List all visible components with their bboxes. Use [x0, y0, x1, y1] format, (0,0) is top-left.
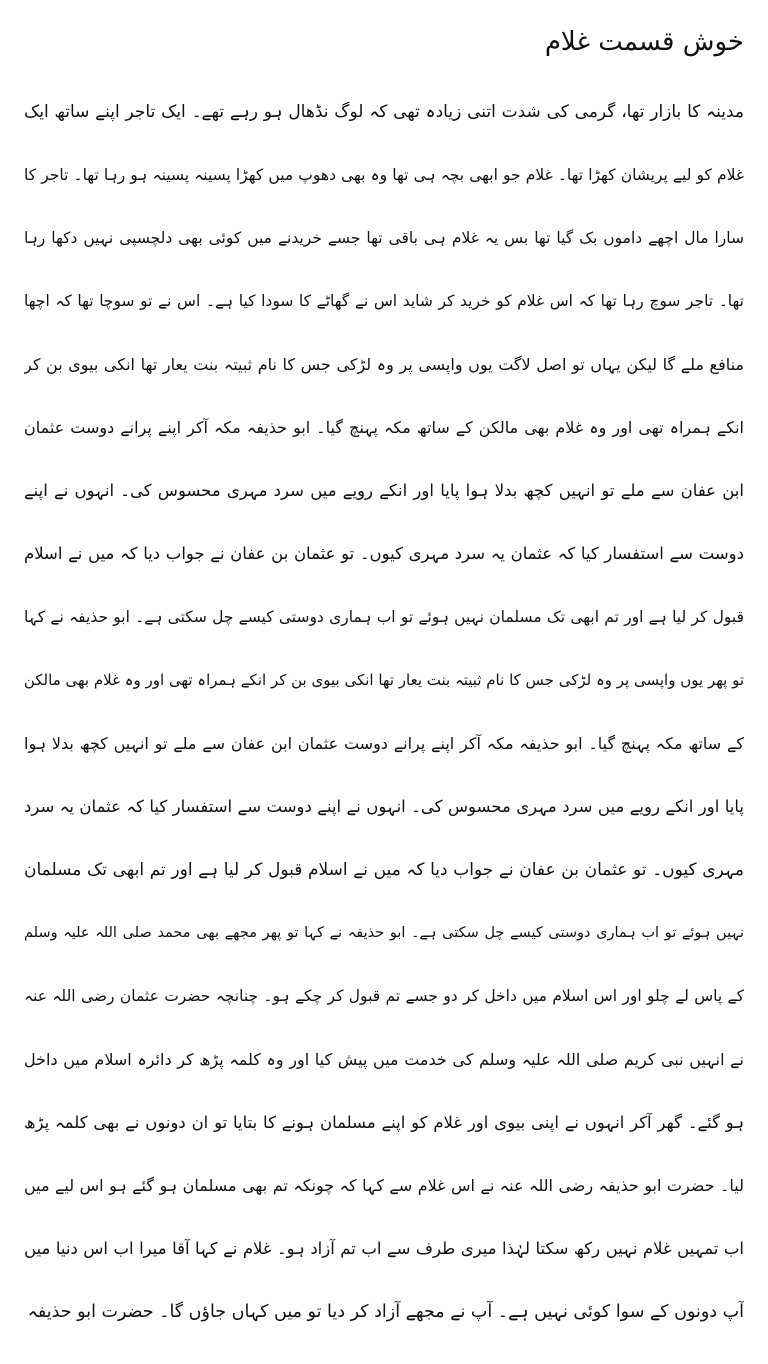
- text-line-content: انکے ہمراہ تھی اور وہ غلام بھی مالکن کے ساتھ مکہ پہنچ گیا۔ ابو حذیفہ مکہ آکر اپنے پرانے دوست عثمان: [24, 418, 744, 438]
- text-line-content: کے ساتھ مکہ پہنچ گیا۔ ابو حذیفہ مکہ آکر اپنے پرانے دوست عثمان ابن عفان سے ملے تو انہیں کچھ بدلا ہوا: [24, 733, 744, 753]
- text-line: [24, 1217, 744, 1280]
- text-line-content: لیا۔ حضرت ابو حذیفہ رضی اللہ عنہ نے اس غلام سے کہا کہ چونکہ تم بھی مسلمان ہو گئے ہو اس لیے میں: [24, 1176, 744, 1196]
- text-line-content: سارا مال اچھے داموں بک گیا تھا بس یہ غلام ہی باقی تھا جسے خریدنے میں کوئی بھی دلچسپی نہیں دکھا رہا: [24, 228, 744, 247]
- text-line-content: ابن عفان سے ملے تو انہیں کچھ بدلا ہوا پایا اور انکے رویے میں سرد مہری محسوس کی۔ انہوں نے اپنے: [24, 481, 744, 501]
- text-line-content: نہیں ہوئے تو اب ہماری دوستی کیسے چل سکتی ہے۔ ابو حذیفہ نے کہا تو پھر مجھے بھی محمد صلی اللہ علیہ وسلم: [24, 925, 744, 942]
- text-line-content: دوست سے استفسار کیا کہ عثمان یہ سرد مہری کیوں۔ تو عثمان بن عفان نے جواب دیا کہ میں نے اسلام: [24, 544, 744, 564]
- text-line: [24, 396, 744, 459]
- text-line: [24, 1281, 744, 1344]
- text-line: [24, 1091, 744, 1154]
- text-line: [24, 143, 744, 206]
- text-line: [24, 775, 744, 838]
- text-line-content: مدینہ کا بازار تھا، گرمی کی شدت اتنی زیادہ تھی کہ لوگ نڈھال ہو رہے تھے۔ ایک تاجر اپنے ساتھ ایک: [24, 102, 744, 123]
- text-line: [24, 965, 744, 1028]
- text-line-content: قبول کر لیا ہے اور تم ابھی تک مسلمان نہیں ہوئے تو اب ہماری دوستی کیسے چل سکتی ہے۔ ابو حذیفہ نے کہا: [24, 608, 744, 627]
- text-line: [24, 522, 744, 585]
- text-line: [24, 459, 744, 522]
- text-line-content: مہری کیوں۔ تو عثمان بن عفان نے جواب دیا کہ میں نے اسلام قبول کر لیا ہے اور تم ابھی تک مسلمان: [24, 860, 744, 881]
- article-body: [24, 80, 744, 1344]
- text-line: [24, 901, 744, 964]
- text-line-content: آپ دونوں کے سوا کوئی نہیں ہے۔ آپ نے مجھے آزاد کر دیا تو میں کہاں جاؤں گا۔ حضرت ابو حذیفہ: [27, 1302, 744, 1323]
- text-line-content: منافع ملے گا لیکن یہاں تو اصل لاگت یوں واپسی پر وہ لڑکی جس کا نام ثبیتہ بنت یعار تھا انکی بیوی بن کر: [24, 354, 744, 374]
- article-title: خوش قسمت غلام: [544, 27, 744, 57]
- text-line: [24, 712, 744, 775]
- text-line: [24, 838, 744, 901]
- text-line-content: اب تمہیں غلام نہیں رکھ سکتا لہٰذا میری طرف سے اب تم آزاد ہو۔ غلام نے کہا آقا میرا اب اس دنیا میں: [24, 1239, 744, 1259]
- text-line-content: ہو گئے۔ گھر آکر انہوں نے اپنی بیوی اور غلام کو اپنے مسلمان ہونے کا بتایا تو ان دونوں نے بھی کلمہ پڑھ: [24, 1113, 744, 1133]
- text-line-content: پایا اور انکے رویے میں سرد مہری محسوس کی۔ انہوں نے اپنے دوست سے استفسار کیا کہ عثمان یہ سرد: [24, 797, 744, 817]
- text-line: [24, 1028, 744, 1091]
- text-line: [24, 206, 744, 269]
- text-line: [24, 333, 744, 396]
- text-line: [24, 80, 744, 143]
- text-line-content: غلام کو لیے پریشان کھڑا تھا۔ غلام جو ابھی بچہ ہی تھا وہ بھی دھوپ میں کھڑا پسینہ پسینہ ہو رہا تھا۔ تاجر کا: [24, 165, 744, 184]
- text-line-content: تھا۔ تاجر سوچ رہا تھا کہ اس غلام کو خرید کر شاید اس نے گھاٹے کا سودا کیا ہے۔ اس نے تو سوچا تھا کہ اچھا: [24, 292, 744, 311]
- text-line-content: نے انہیں نبی کریم صلی اللہ علیہ وسلم کی خدمت میں پیش کیا اور وہ کلمہ پڑھ کر دائرہ اسلام میں داخل: [24, 1049, 744, 1069]
- text-line: [24, 586, 744, 649]
- text-line: [24, 1154, 744, 1217]
- text-line-content: تو پھر یوں واپسی پر وہ لڑکی جس کا نام ثبیتہ بنت یعار تھا انکی بیوی بن کر انکے ہمراہ تھی اور وہ غلام بھی مالکن: [24, 671, 744, 690]
- text-line: [24, 270, 744, 333]
- text-line: [24, 649, 744, 712]
- text-line-content: کے پاس لے چلو اور اس اسلام میں داخل کر دو جسے تم قبول کر چکے ہو۔ چنانچہ حضرت عثمان رضی اللہ عنہ: [24, 987, 744, 1006]
